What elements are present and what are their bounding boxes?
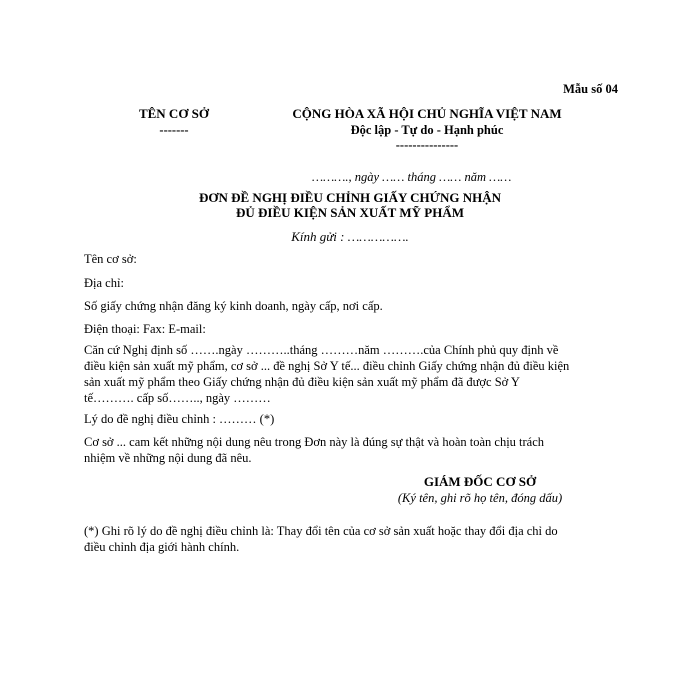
footnote	[84, 523, 624, 555]
footnote-line: (*) Ghi rõ lý do đề nghị điều chỉnh là: Thay đổi tên của cơ sở sản xuất hoặc thay đổi địa chỉ do	[84, 524, 558, 538]
date-line: ………., ngày …… tháng …… năm ……	[312, 170, 512, 184]
organization-header	[128, 106, 220, 138]
commitment-line: nhiệm về những nội dung đã nêu.	[84, 451, 252, 465]
basis-line: Căn cứ Nghị định số …….ngày ………..tháng ………năm ……….của Chính phủ quy định về	[84, 343, 559, 357]
organization-name: TÊN CƠ SỞ	[138, 106, 210, 121]
title-line-2: ĐỦ ĐIỀU KIỆN SẢN XUẤT MỸ PHẨM	[236, 205, 464, 220]
signature-title: GIÁM ĐỐC CƠ SỞ	[423, 474, 537, 489]
basis-paragraph	[84, 342, 624, 406]
field-contact: Điện thoại: Fax: E-mail:	[84, 322, 206, 336]
nation-name: CỘNG HÒA XÃ HỘI CHỦ NGHĨA VIỆT NAM	[292, 106, 562, 121]
title-line-1: ĐƠN ĐỀ NGHỊ ĐIỀU CHỈNH GIẤY CHỨNG NHẬN	[198, 190, 502, 205]
basis-line: sản xuất mỹ phẩm theo Giấy chứng nhận đủ điều kiện sản xuất mỹ phẩm đã được Sở Y	[84, 375, 520, 389]
document-title	[150, 190, 550, 220]
signature-block	[380, 474, 580, 506]
national-motto: Độc lập - Tự do - Hạnh phúc	[350, 123, 504, 137]
field-business-certificate: Số giấy chứng nhận đăng ký kinh doanh, ngày cấp, nơi cấp.	[84, 299, 383, 313]
recipient-line: Kính gửi : …………….	[291, 229, 409, 244]
signature-instruction: (Ký tên, ghi rõ họ tên, đóng dấu)	[397, 491, 563, 505]
commitment-line: Cơ sở ... cam kết những nội dung nêu trong Đơn này là đúng sự thật và hoàn toàn chịu trách	[84, 435, 545, 449]
commitment-paragraph	[84, 434, 624, 466]
footnote-line: điều chỉnh địa giới hành chính.	[84, 540, 240, 554]
organization-underline: -------	[159, 123, 189, 137]
national-header	[272, 106, 582, 153]
field-facility-name: Tên cơ sở:	[84, 252, 137, 266]
field-adjustment-reason: Lý do đề nghị điều chỉnh : ……… (*)	[84, 412, 275, 426]
form-number: Mẫu số 04	[563, 82, 618, 96]
basis-line: tế………. cấp số…….., ngày ………	[84, 391, 271, 405]
basis-line: điều kiện sản xuất mỹ phẩm, cơ sở ... đề nghị Sở Y tế... điều chỉnh Giấy chứng nhận đủ điều kiện	[84, 359, 570, 373]
motto-underline: ---------------	[395, 138, 459, 152]
field-address: Địa chỉ:	[84, 276, 124, 290]
